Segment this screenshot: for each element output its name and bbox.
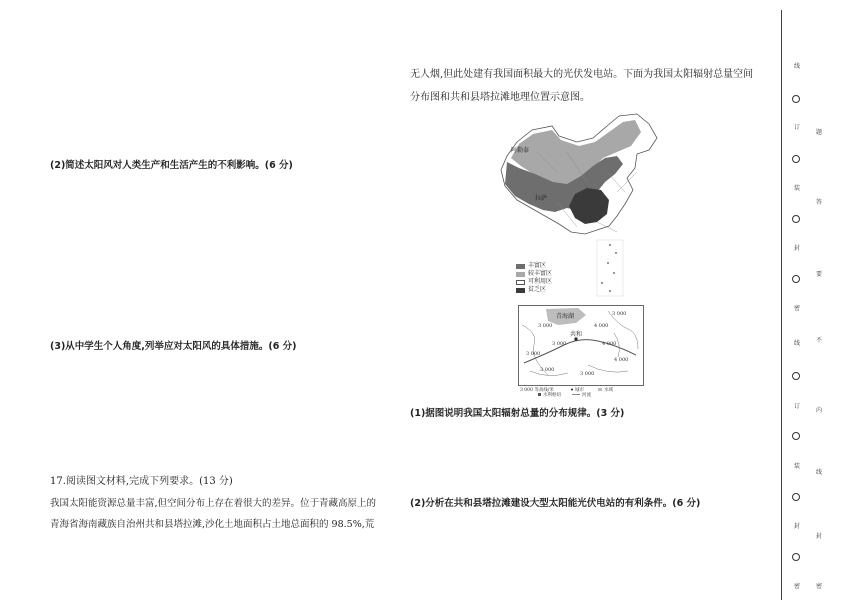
legend-water: 水域: [604, 388, 613, 393]
binding-char: 不: [816, 337, 823, 344]
binding-char: 封: [794, 245, 801, 252]
islands-inset-frame: [597, 240, 623, 296]
binding-char: 订: [794, 124, 801, 131]
label-gonghe: 共和: [570, 331, 583, 338]
local-map-legend: [520, 386, 613, 397]
binding-char: 密: [816, 583, 823, 590]
binding-hole: [792, 493, 800, 501]
contour-label-1: 3 000: [538, 323, 553, 329]
legend-city: 城市: [575, 388, 584, 393]
binding-char: 内: [816, 407, 823, 414]
question-1-right: (1)据图说明我国太阳辐射总量的分布规律。(3 分): [410, 408, 625, 419]
legend-fairly-rich: 较丰富区: [516, 270, 552, 278]
binding-char: 封: [794, 523, 801, 530]
contour-label-9: 3 000: [580, 371, 595, 377]
china-map-legend: [516, 262, 552, 294]
contour-label-6: 3 000: [526, 351, 541, 357]
binding-line: [781, 10, 782, 600]
contour-label-8: 3 000: [540, 367, 555, 373]
binding-hole: [792, 215, 800, 223]
binding-char: 装: [794, 463, 801, 470]
binding-char: 订: [794, 403, 801, 410]
contour-label-7: 4 000: [614, 357, 629, 363]
binding-char: 密: [794, 305, 801, 312]
question-2-right: (2)分析在共和县塔拉滩建设大型太阳能光伏电站的有利条件。(6 分): [410, 498, 701, 509]
question-17-heading: 17.阅读图文材料,完成下列要求。(13 分): [50, 476, 233, 487]
right-paragraph-line-2: 分布图和共和县塔拉滩地理位置示意图。: [410, 92, 590, 103]
binding-hole: [792, 553, 800, 561]
binding-hole: [792, 432, 800, 440]
binding-margin: [784, 0, 860, 608]
contour-label-2: 3 000: [612, 311, 627, 317]
binding-char: 线: [794, 63, 801, 70]
legend-river: 河流: [582, 393, 591, 397]
label-aletai: 阿勒泰: [511, 147, 530, 154]
contour-label-5: 4 000: [602, 341, 617, 347]
binding-hole: [792, 275, 800, 283]
legend-dam: 水利枢纽: [543, 393, 561, 397]
contour-label-4: 3 000: [552, 341, 567, 347]
question-17-paragraph-line-2: 青海省海南藏族自治州共和县塔拉滩,沙化土地面积占土地总面积的 98.5%,荒: [50, 519, 375, 530]
legend-usable: 可利用区: [516, 278, 552, 286]
binding-char: 题: [816, 129, 823, 136]
binding-hole: [792, 95, 800, 103]
contour-label-3: 4 000: [594, 323, 609, 329]
binding-char: 封: [816, 533, 823, 540]
binding-char: 线: [816, 469, 823, 476]
south-china-sea-islands: [601, 244, 617, 292]
question-2-left: (2)简述太阳风对人类生产和生活产生的不利影响。(6 分): [50, 160, 293, 171]
right-paragraph-line-1: 无人烟,但此处建有我国面积最大的光伏发电站。下面为我国太阳辐射总量空间: [410, 69, 754, 80]
binding-hole: [792, 372, 800, 380]
binding-hole: [792, 155, 800, 163]
question-17-paragraph-line-1: 我国太阳能资源总量丰富,但空间分布上存在着很大的差异。位于青藏高原上的: [50, 498, 377, 509]
binding-char: 装: [794, 185, 801, 192]
label-qinghai-lake: 青海湖: [556, 313, 575, 320]
binding-char: 答: [816, 199, 823, 206]
gonghe-talatan-location-map: [518, 305, 644, 397]
label-lasa: 拉萨: [535, 195, 548, 202]
binding-char: 密: [794, 583, 801, 590]
legend-contour: 3 000 等高线/米: [520, 388, 554, 393]
binding-char: 线: [794, 340, 801, 347]
legend-rich: 丰富区: [516, 262, 552, 270]
legend-poor: 贫乏区: [516, 286, 552, 294]
binding-char: 要: [816, 271, 823, 278]
question-3-left: (3)从中学生个人角度,列举应对太阳风的具体措施。(6 分): [50, 341, 297, 352]
